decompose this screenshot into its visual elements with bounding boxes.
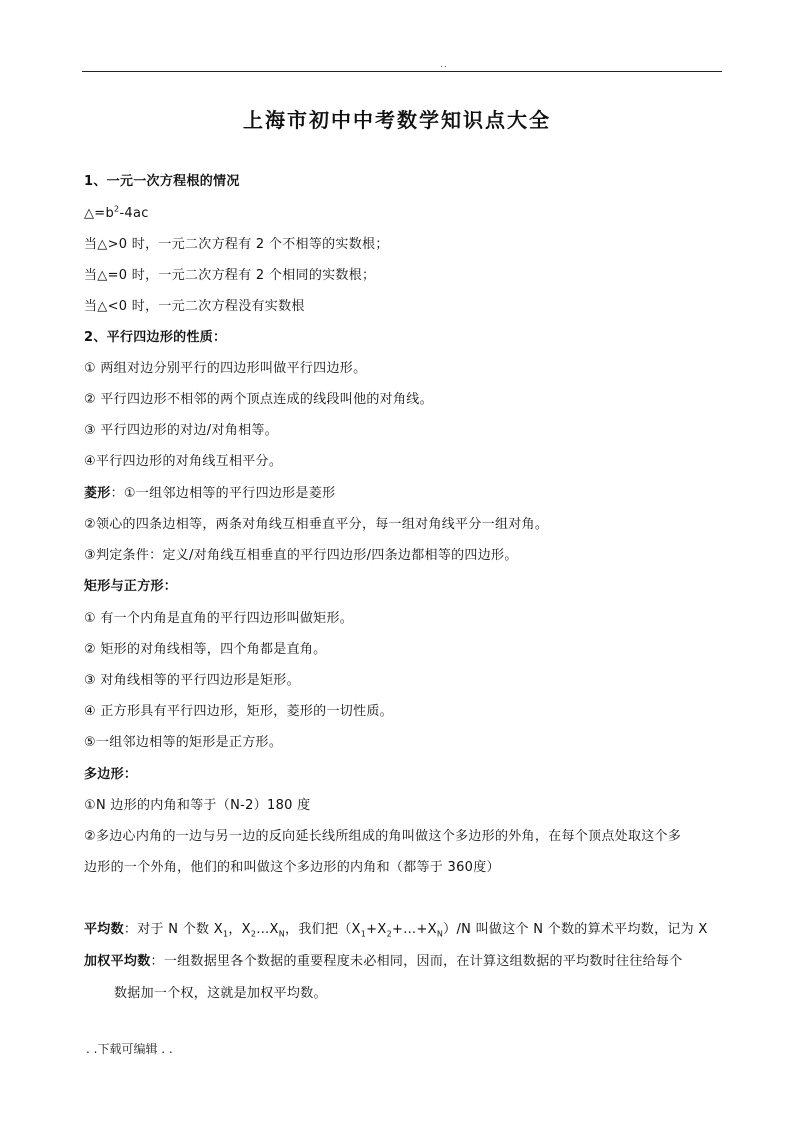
rect-item-4: ④ 正方形具有平行四边形，矩形，菱形的一切性质。 <box>84 704 393 719</box>
section2-heading: 2、平行四边形的性质： <box>84 330 227 345</box>
rect-heading: 矩形与正方形： <box>84 579 178 594</box>
mean-text: ）/N 叫做这个 N 个数的算术平均数，记为 X <box>443 922 708 937</box>
case-negative: 当△<0 时，一元二次方程没有实数根 <box>84 299 305 314</box>
mean-sub: 2 <box>250 929 257 939</box>
rhombus-line-3: ③判定条件：定义/对角线互相垂直的平行四边形/四条边都相等的四边形。 <box>84 548 518 563</box>
footer-text: . .下载可编辑 . . <box>86 1042 173 1056</box>
mean-text: ，X <box>228 922 251 937</box>
mean-text: ：对于 N 个数 X <box>123 922 223 937</box>
header-rule <box>82 71 722 72</box>
parallelogram-item-2: ② 平行四边形不相邻的两个顶点连成的线段叫他的对角线。 <box>84 392 433 407</box>
discriminant-part-a: △=b <box>84 206 115 221</box>
discriminant-part-b: -4ac <box>119 206 149 221</box>
rhombus-line-2: ②领心的四条边相等，两条对角线互相垂直平分，每一组对角线平分一组对角。 <box>84 517 549 532</box>
mean-definition <box>84 921 724 939</box>
weighted-mean-def: ：一组数据里各个数据的重要程度未必相同，因而，在计算这组数据的平均数时往往给每个 <box>150 954 683 969</box>
weighted-mean-line-1 <box>84 953 724 971</box>
rhombus-label: 菱形 <box>84 486 111 501</box>
case-positive: 当△>0 时，一元二次方程有 2 个不相等的实数根； <box>84 237 389 252</box>
mean-sub: N <box>436 929 444 939</box>
mean-text: ，我们把（X <box>285 922 361 937</box>
rhombus-line-1 <box>84 485 724 503</box>
mean-sub: 1 <box>360 929 367 939</box>
header-dots: .. <box>440 60 448 70</box>
mean-sub: N <box>278 929 286 939</box>
rect-item-5: ⑤一组邻边相等的矩形是正方形。 <box>84 735 283 750</box>
rect-item-2: ② 矩形的对角线相等，四个角都是直角。 <box>84 642 327 657</box>
polygon-item-2-cont: 边形的一个外角，他们的和叫做这个多边形的内角和（都等于 360度） <box>84 860 500 875</box>
discriminant-formula <box>84 205 724 223</box>
mean-text: +X <box>366 922 387 937</box>
rect-item-1: ① 有一个内角是直角的平行四边形叫做矩形。 <box>84 611 354 626</box>
polygon-item-2: ②多边心内角的一边与另一边的反向延长线所组成的角叫做这个多边形的外角，在每个顶点处取这个多 <box>84 829 682 844</box>
page-title: 上海市初中中考数学知识点大全 <box>243 108 551 132</box>
mean-sub: 2 <box>386 929 392 939</box>
case-zero: 当△=0 时，一元二次方程有 2 个相同的实数根； <box>84 268 376 283</box>
polygon-item-1: ①N 边形的内角和等于（N-2）180 度 <box>84 798 311 813</box>
parallelogram-item-3: ③ 平行四边形的对边/对角相等。 <box>84 423 278 438</box>
section1-heading: 1、一元一次方程根的情况 <box>84 174 240 189</box>
discriminant-sup: 2 <box>114 204 120 214</box>
mean-label: 平均数 <box>84 922 124 937</box>
mean-text: +…+X <box>391 922 437 937</box>
weighted-mean-line-2: 数据加一个权，这就是加权平均数。 <box>114 986 327 1001</box>
rhombus-def: ：①一组邻边相等的平行四边形是菱形 <box>110 486 336 501</box>
rect-item-3: ③ 对角线相等的平行四边形是矩形。 <box>84 673 300 688</box>
mean-text: …X <box>256 922 279 937</box>
parallelogram-item-1: ① 两组对边分别平行的四边形叫做平行四边形。 <box>84 361 367 376</box>
parallelogram-item-4: ④平行四边形的对角线互相平分。 <box>84 454 283 469</box>
weighted-mean-label: 加权平均数 <box>84 954 151 969</box>
mean-sub: 1 <box>222 929 229 939</box>
polygon-heading: 多边形： <box>84 767 138 782</box>
